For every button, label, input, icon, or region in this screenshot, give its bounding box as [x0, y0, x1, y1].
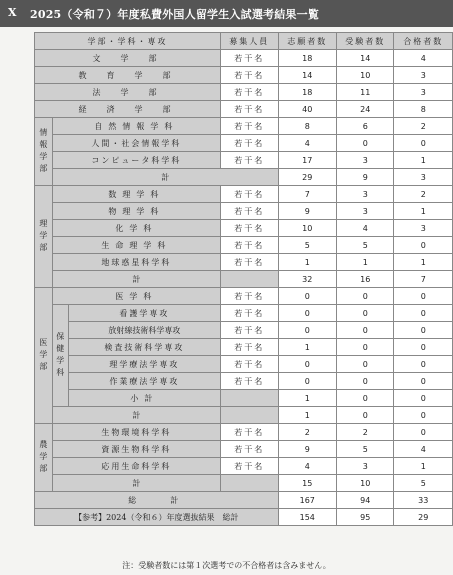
passed-cell: 4: [394, 441, 453, 458]
table-row: [35, 84, 453, 101]
passed-cell: 1: [394, 458, 453, 475]
footnote: 注：受験者数には第１次選考での不合格者は含みません。: [122, 561, 331, 570]
table-row: [35, 118, 453, 135]
applicants-cell: 5: [278, 237, 336, 254]
examinees-cell: 3: [337, 203, 394, 220]
subtotal-row: [35, 169, 453, 186]
applicants-cell: 0: [278, 322, 336, 339]
faculty-name: 農学部: [35, 424, 53, 492]
applicants-cell: 32: [278, 271, 336, 288]
examinees-cell: 0: [337, 356, 394, 373]
examinees-cell: 10: [337, 67, 394, 84]
grand-total-row: [35, 492, 453, 509]
table-row: [35, 305, 453, 322]
quota-cell: 若干名: [220, 237, 278, 254]
passed-cell: 0: [394, 237, 453, 254]
passed-cell: 1: [394, 152, 453, 169]
examinees-cell: 3: [337, 152, 394, 169]
quota-cell: 若干名: [220, 305, 278, 322]
col-header: 合格者数: [394, 33, 453, 50]
table-row: [35, 339, 453, 356]
dept-name: 物理学科: [52, 203, 220, 220]
applicants-cell: 2: [278, 424, 336, 441]
major-name: 理学療法学専攻: [68, 356, 220, 373]
applicants-cell: 40: [278, 101, 336, 118]
examinees-cell: 95: [337, 509, 394, 526]
examinees-cell: 24: [337, 101, 394, 118]
section-label: X: [8, 6, 17, 19]
applicants-cell: 9: [278, 203, 336, 220]
applicants-cell: 4: [278, 458, 336, 475]
table-row: [35, 356, 453, 373]
passed-cell: 0: [394, 356, 453, 373]
faculty-name: 教 育 学 部: [35, 67, 221, 84]
passed-cell: 3: [394, 84, 453, 101]
applicants-cell: 18: [278, 84, 336, 101]
passed-cell: 0: [394, 424, 453, 441]
quota-cell: 若干名: [220, 152, 278, 169]
applicants-cell: 14: [278, 67, 336, 84]
table-row: [35, 67, 453, 84]
reference-row: [35, 509, 453, 526]
passed-cell: 33: [394, 492, 453, 509]
examinees-cell: 4: [337, 220, 394, 237]
passed-cell: 2: [394, 118, 453, 135]
passed-cell: 3: [394, 169, 453, 186]
passed-cell: 0: [394, 390, 453, 407]
dept-name: 資源生物科学科: [52, 441, 220, 458]
applicants-cell: 4: [278, 135, 336, 152]
passed-cell: 0: [394, 373, 453, 390]
subtotal-label: 小計: [68, 390, 220, 407]
table-row: [35, 220, 453, 237]
table-row: [35, 373, 453, 390]
passed-cell: 5: [394, 475, 453, 492]
applicants-cell: 15: [278, 475, 336, 492]
dept-name: 人間・社会情報学科: [52, 135, 220, 152]
col-header: 学部・学科・専攻: [35, 33, 221, 50]
examinees-cell: 0: [337, 407, 394, 424]
examinees-cell: 0: [337, 288, 394, 305]
dept-name: 地球惑星科学科: [52, 254, 220, 271]
passed-cell: 3: [394, 220, 453, 237]
quota-cell: 若干名: [220, 339, 278, 356]
passed-cell: 0: [394, 305, 453, 322]
passed-cell: 29: [394, 509, 453, 526]
dept-name: コンピュータ科学科: [52, 152, 220, 169]
passed-cell: 7: [394, 271, 453, 288]
subtotal-row: [35, 271, 453, 288]
col-header: 受験者数: [337, 33, 394, 50]
examinees-cell: 0: [337, 390, 394, 407]
dept-name: 化学科: [52, 220, 220, 237]
dept-name: 応用生命科学科: [52, 458, 220, 475]
page-title: 2025（令和７）年度私費外国人留学生入試選考結果一覧: [30, 8, 320, 21]
passed-cell: 8: [394, 101, 453, 118]
total-label: 計: [52, 271, 220, 288]
passed-cell: 0: [394, 407, 453, 424]
applicants-cell: 9: [278, 441, 336, 458]
passed-cell: 0: [394, 288, 453, 305]
examinees-cell: 0: [337, 305, 394, 322]
applicants-cell: 0: [278, 373, 336, 390]
faculty-name: 情報学部: [35, 118, 53, 186]
total-label: 計: [52, 407, 220, 424]
major-name: 検査技術科学専攻: [68, 339, 220, 356]
quota-cell: 若干名: [220, 441, 278, 458]
applicants-cell: 1: [278, 339, 336, 356]
examinees-cell: 10: [337, 475, 394, 492]
applicants-cell: 7: [278, 186, 336, 203]
applicants-cell: 10: [278, 220, 336, 237]
examinees-cell: 0: [337, 339, 394, 356]
table-row: [35, 254, 453, 271]
title-bar: [0, 0, 453, 27]
table-row: [35, 458, 453, 475]
table-row: [35, 152, 453, 169]
table-row: [35, 322, 453, 339]
applicants-cell: 18: [278, 50, 336, 67]
examinees-cell: 5: [337, 237, 394, 254]
quota-cell: 若干名: [220, 101, 278, 118]
passed-cell: 0: [394, 322, 453, 339]
faculty-name: 経 済 学 部: [35, 101, 221, 118]
applicants-cell: 8: [278, 118, 336, 135]
header-row: [35, 33, 453, 50]
applicants-cell: 1: [278, 254, 336, 271]
applicants-cell: 17: [278, 152, 336, 169]
col-header: 志願者数: [278, 33, 336, 50]
dept-name: 数理学科: [52, 186, 220, 203]
examinees-cell: 1: [337, 254, 394, 271]
subtotal-row: [35, 407, 453, 424]
results-table: [34, 32, 453, 526]
applicants-cell: 154: [278, 509, 336, 526]
examinees-cell: 3: [337, 458, 394, 475]
passed-cell: 1: [394, 203, 453, 220]
total-label: 計: [52, 475, 220, 492]
examinees-cell: 6: [337, 118, 394, 135]
applicants-cell: 0: [278, 356, 336, 373]
major-name: 看護学専攻: [68, 305, 220, 322]
faculty-name: 文 学 部: [35, 50, 221, 67]
dept-name: 保健学科: [52, 305, 68, 407]
col-header: 募集人員: [220, 33, 278, 50]
quota-cell: 若干名: [220, 203, 278, 220]
dept-name: 生物環境科学科: [52, 424, 220, 441]
examinees-cell: 16: [337, 271, 394, 288]
subtotal-row: [35, 475, 453, 492]
passed-cell: 2: [394, 186, 453, 203]
examinees-cell: 11: [337, 84, 394, 101]
major-name: 放射線技術科学専攻: [68, 322, 220, 339]
quota-cell: 若干名: [220, 84, 278, 101]
passed-cell: 0: [394, 339, 453, 356]
examinees-cell: 0: [337, 135, 394, 152]
quota-cell: 若干名: [220, 186, 278, 203]
applicants-cell: 167: [278, 492, 336, 509]
dept-name: 生命理学科: [52, 237, 220, 254]
applicants-cell: 0: [278, 288, 336, 305]
table-row: [35, 441, 453, 458]
quota-cell: 若干名: [220, 288, 278, 305]
table-row: [35, 288, 453, 305]
examinees-cell: 2: [337, 424, 394, 441]
quota-cell: 若干名: [220, 50, 278, 67]
total-label: 計: [52, 169, 278, 186]
passed-cell: 1: [394, 254, 453, 271]
quota-cell: 若干名: [220, 67, 278, 84]
examinees-cell: 3: [337, 186, 394, 203]
examinees-cell: 94: [337, 492, 394, 509]
examinees-cell: 9: [337, 169, 394, 186]
applicants-cell: 29: [278, 169, 336, 186]
quota-cell: 若干名: [220, 356, 278, 373]
examinees-cell: 0: [337, 373, 394, 390]
table-row: [35, 50, 453, 67]
quota-cell: 若干名: [220, 373, 278, 390]
quota-cell: 若干名: [220, 118, 278, 135]
examinees-cell: 14: [337, 50, 394, 67]
table-row: [35, 135, 453, 152]
table-row: [35, 424, 453, 441]
faculty-name: 医学部: [35, 288, 53, 424]
quota-cell: 若干名: [220, 254, 278, 271]
applicants-cell: 1: [278, 407, 336, 424]
examinees-cell: 0: [337, 322, 394, 339]
table-row: [35, 186, 453, 203]
quota-cell: 若干名: [220, 135, 278, 152]
dept-name: 自然情報学科: [52, 118, 220, 135]
table-row: [35, 237, 453, 254]
quota-cell: 若干名: [220, 220, 278, 237]
quota-cell: 若干名: [220, 458, 278, 475]
dept-name: 医学科: [52, 288, 220, 305]
passed-cell: 4: [394, 50, 453, 67]
examinees-cell: 5: [337, 441, 394, 458]
quota-cell: 若干名: [220, 322, 278, 339]
passed-cell: 3: [394, 67, 453, 84]
quota-cell: 若干名: [220, 424, 278, 441]
grand-total-label: 総 計: [35, 492, 279, 509]
subtotal-row: [35, 390, 453, 407]
table-row: [35, 101, 453, 118]
passed-cell: 0: [394, 135, 453, 152]
major-name: 作業療法学専攻: [68, 373, 220, 390]
reference-label: 【参考】2024（令和６）年度選抜結果 総計: [35, 509, 279, 526]
faculty-name: 理学部: [35, 186, 53, 288]
faculty-name: 法 学 部: [35, 84, 221, 101]
applicants-cell: 1: [278, 390, 336, 407]
table-row: [35, 203, 453, 220]
applicants-cell: 0: [278, 305, 336, 322]
